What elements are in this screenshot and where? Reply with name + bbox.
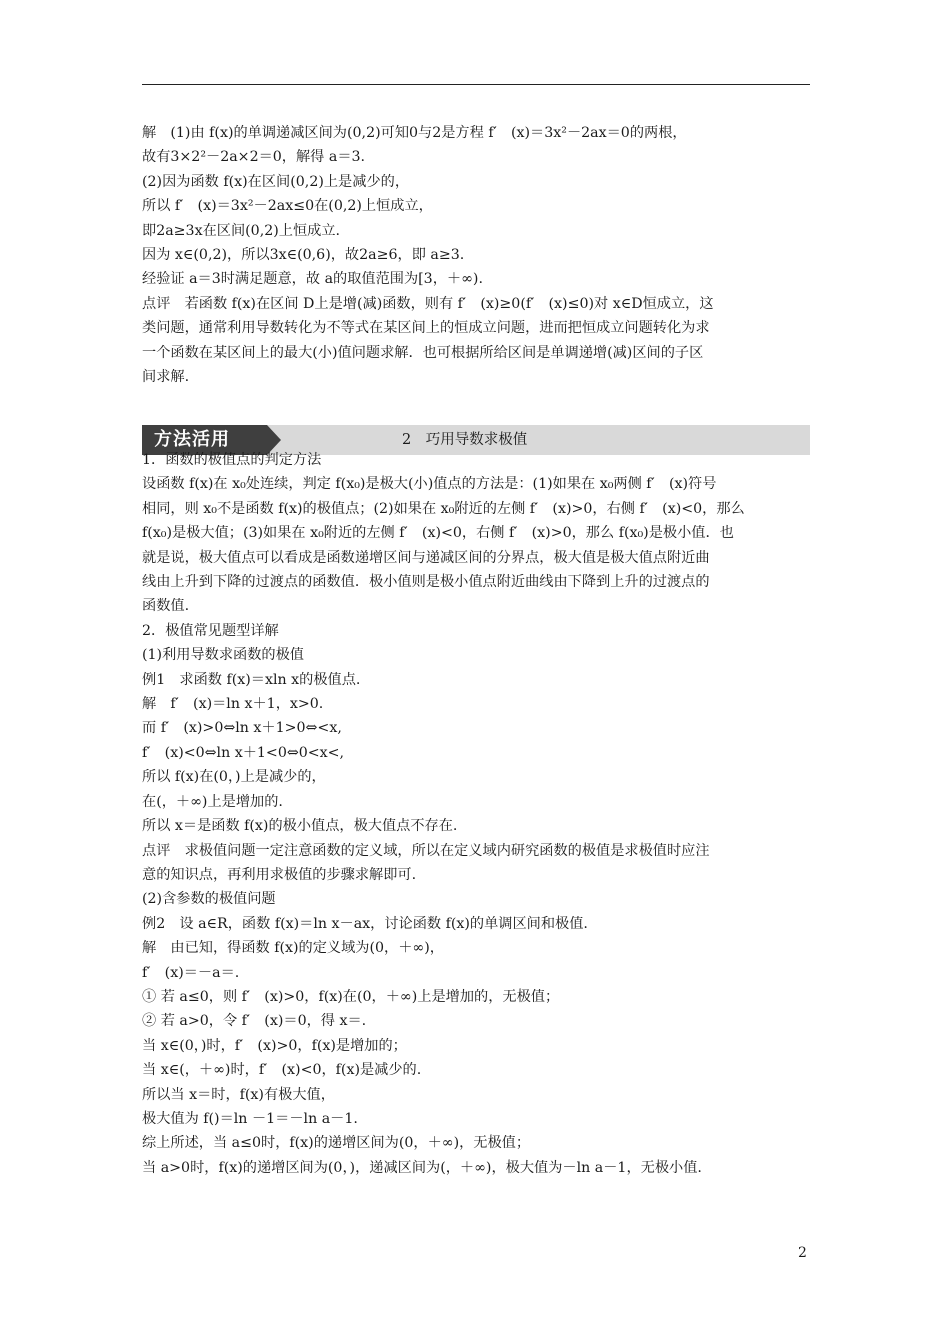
header-rule bbox=[142, 84, 810, 85]
text-line: 间求解. bbox=[142, 369, 190, 386]
text-line: 就是说，极大值点可以看成是函数递增区间与递减区间的分界点，极大值是极大值点附近曲 bbox=[142, 549, 710, 566]
text-line: 解 (1)由 f(x)的单调递减区间为(0,2)可知0与2是方程 f′ (x)＝3x²－2ax＝0的两根， bbox=[142, 125, 687, 141]
text-line: 当 a>0时，f(x)的递增区间为(0，)，递减区间为(，＋∞)，极大值为－ln a－1，无极小值. bbox=[142, 1159, 702, 1176]
text-line: (2)因为函数 f(x)在区间(0,2)上是减少的， bbox=[142, 173, 410, 190]
text-line: 线由上升到下降的过渡点的函数值．极小值则是极小值点附近曲线由下降到上升的过渡点的 bbox=[142, 574, 710, 591]
text-line: 因为 x∈(0,2)，所以3x∈(0,6)，故2a≥6，即 a≥3. bbox=[142, 247, 465, 264]
text-line: 而 f′ (x)>0⇔ln x＋1>0⇔<x, bbox=[142, 720, 342, 737]
text-line: 故有3×2²－2a×2＝0，解得 a＝3. bbox=[142, 149, 366, 166]
text-line: 所以 x＝是函数 f(x)的极小值点，极大值点不存在. bbox=[142, 818, 458, 835]
text-line: 当 x∈(，＋∞)时，f′ (x)<0，f(x)是减少的. bbox=[142, 1062, 422, 1079]
text-line: 类问题，通常利用导数转化为不等式在某区间上的恒成立问题，进而把恒成立问题转化为求 bbox=[142, 320, 710, 337]
text-line: 经验证 a＝3时满足题意，故 a的取值范围为[3，＋∞). bbox=[142, 271, 483, 288]
text-line: 函数值. bbox=[142, 598, 190, 615]
text-line: 在(，＋∞)上是增加的. bbox=[142, 793, 283, 810]
text-line: 1．函数的极值点的判定方法 bbox=[142, 452, 322, 468]
text-line: 相同，则 x₀不是函数 f(x)的极值点；(2)如果在 x₀附近的左侧 f′ (x)>0，右侧 f′ (x)<0，那么 bbox=[142, 500, 745, 517]
extremum-section bbox=[142, 448, 812, 1180]
text-line: f′ (x)<0⇔ln x＋1<0⇔0<x<, bbox=[142, 744, 345, 761]
banner-tag: 方法活用 bbox=[142, 425, 267, 455]
banner-title: 2 巧用导数求极值 bbox=[402, 432, 528, 448]
text-line: 综上所述，当 a≤0时，f(x)的递增区间为(0，＋∞)，无极值； bbox=[142, 1135, 531, 1152]
text-line: 解 f′ (x)＝ln x＋1，x>0. bbox=[142, 696, 324, 713]
text-line: 所以当 x＝时，f(x)有极大值， bbox=[142, 1086, 335, 1103]
text-line: (1)利用导数求函数的极值 bbox=[142, 647, 304, 664]
text-line: 即2a≥3x在区间(0,2)上恒成立. bbox=[142, 222, 341, 239]
text-line: (2)含参数的极值问题 bbox=[142, 891, 276, 908]
text-line: 设函数 f(x)在 x₀处连续，判定 f(x₀)是极大(小)值点的方法是：(1)如果在 x₀两侧 f′ (x)符号 bbox=[142, 476, 717, 493]
page-number: 2 bbox=[798, 1245, 807, 1261]
text-line: 意的知识点，再利用求极值的步骤求解即可. bbox=[142, 866, 417, 883]
text-line: 当 x∈(0，)时，f′ (x)>0，f(x)是增加的； bbox=[142, 1037, 407, 1054]
solution-section bbox=[142, 121, 812, 389]
text-line: 例1 求函数 f(x)＝xln x的极值点. bbox=[142, 671, 361, 688]
text-line: 点评 若函数 f(x)在区间 D上是增(减)函数，则有 f′ (x)≥0(f′ (x)≤0)对 x∈D恒成立，这 bbox=[142, 295, 714, 312]
text-line: ② 若 a>0，令 f′ (x)＝0，得 x＝. bbox=[142, 1013, 367, 1030]
text-line: 解 由已知，得函数 f(x)的定义域为(0，＋∞)， bbox=[142, 940, 444, 957]
text-line: 一个函数在某区间上的最大(小)值问题求解．也可根据所给区间是单调递增(减)区间的子区 bbox=[142, 344, 704, 361]
text-line: 2．极值常见题型详解 bbox=[142, 622, 279, 639]
text-line: f(x₀)是极大值；(3)如果在 x₀附近的左侧 f′ (x)<0，右侧 f′ (x)>0，那么 f(x₀)是极小值．也 bbox=[142, 525, 734, 542]
text-line: 例2 设 a∈R，函数 f(x)＝ln x－ax，讨论函数 f(x)的单调区间和极值. bbox=[142, 915, 588, 932]
text-line: f′ (x)＝－a＝. bbox=[142, 964, 240, 981]
text-line: 极大值为 f()＝ln －1＝－ln a－1. bbox=[142, 1110, 358, 1127]
text-line: 所以 f(x)在(0，)上是减少的， bbox=[142, 769, 326, 786]
text-line: 所以 f′ (x)＝3x²－2ax≤0在(0,2)上恒成立， bbox=[142, 198, 433, 215]
text-line: ① 若 a≤0，则 f′ (x)>0，f(x)在(0，＋∞)上是增加的，无极值； bbox=[142, 988, 560, 1005]
text-line: 点评 求极值问题一定注意函数的定义域，所以在定义域内研究函数的极值是求极值时应注 bbox=[142, 842, 710, 859]
